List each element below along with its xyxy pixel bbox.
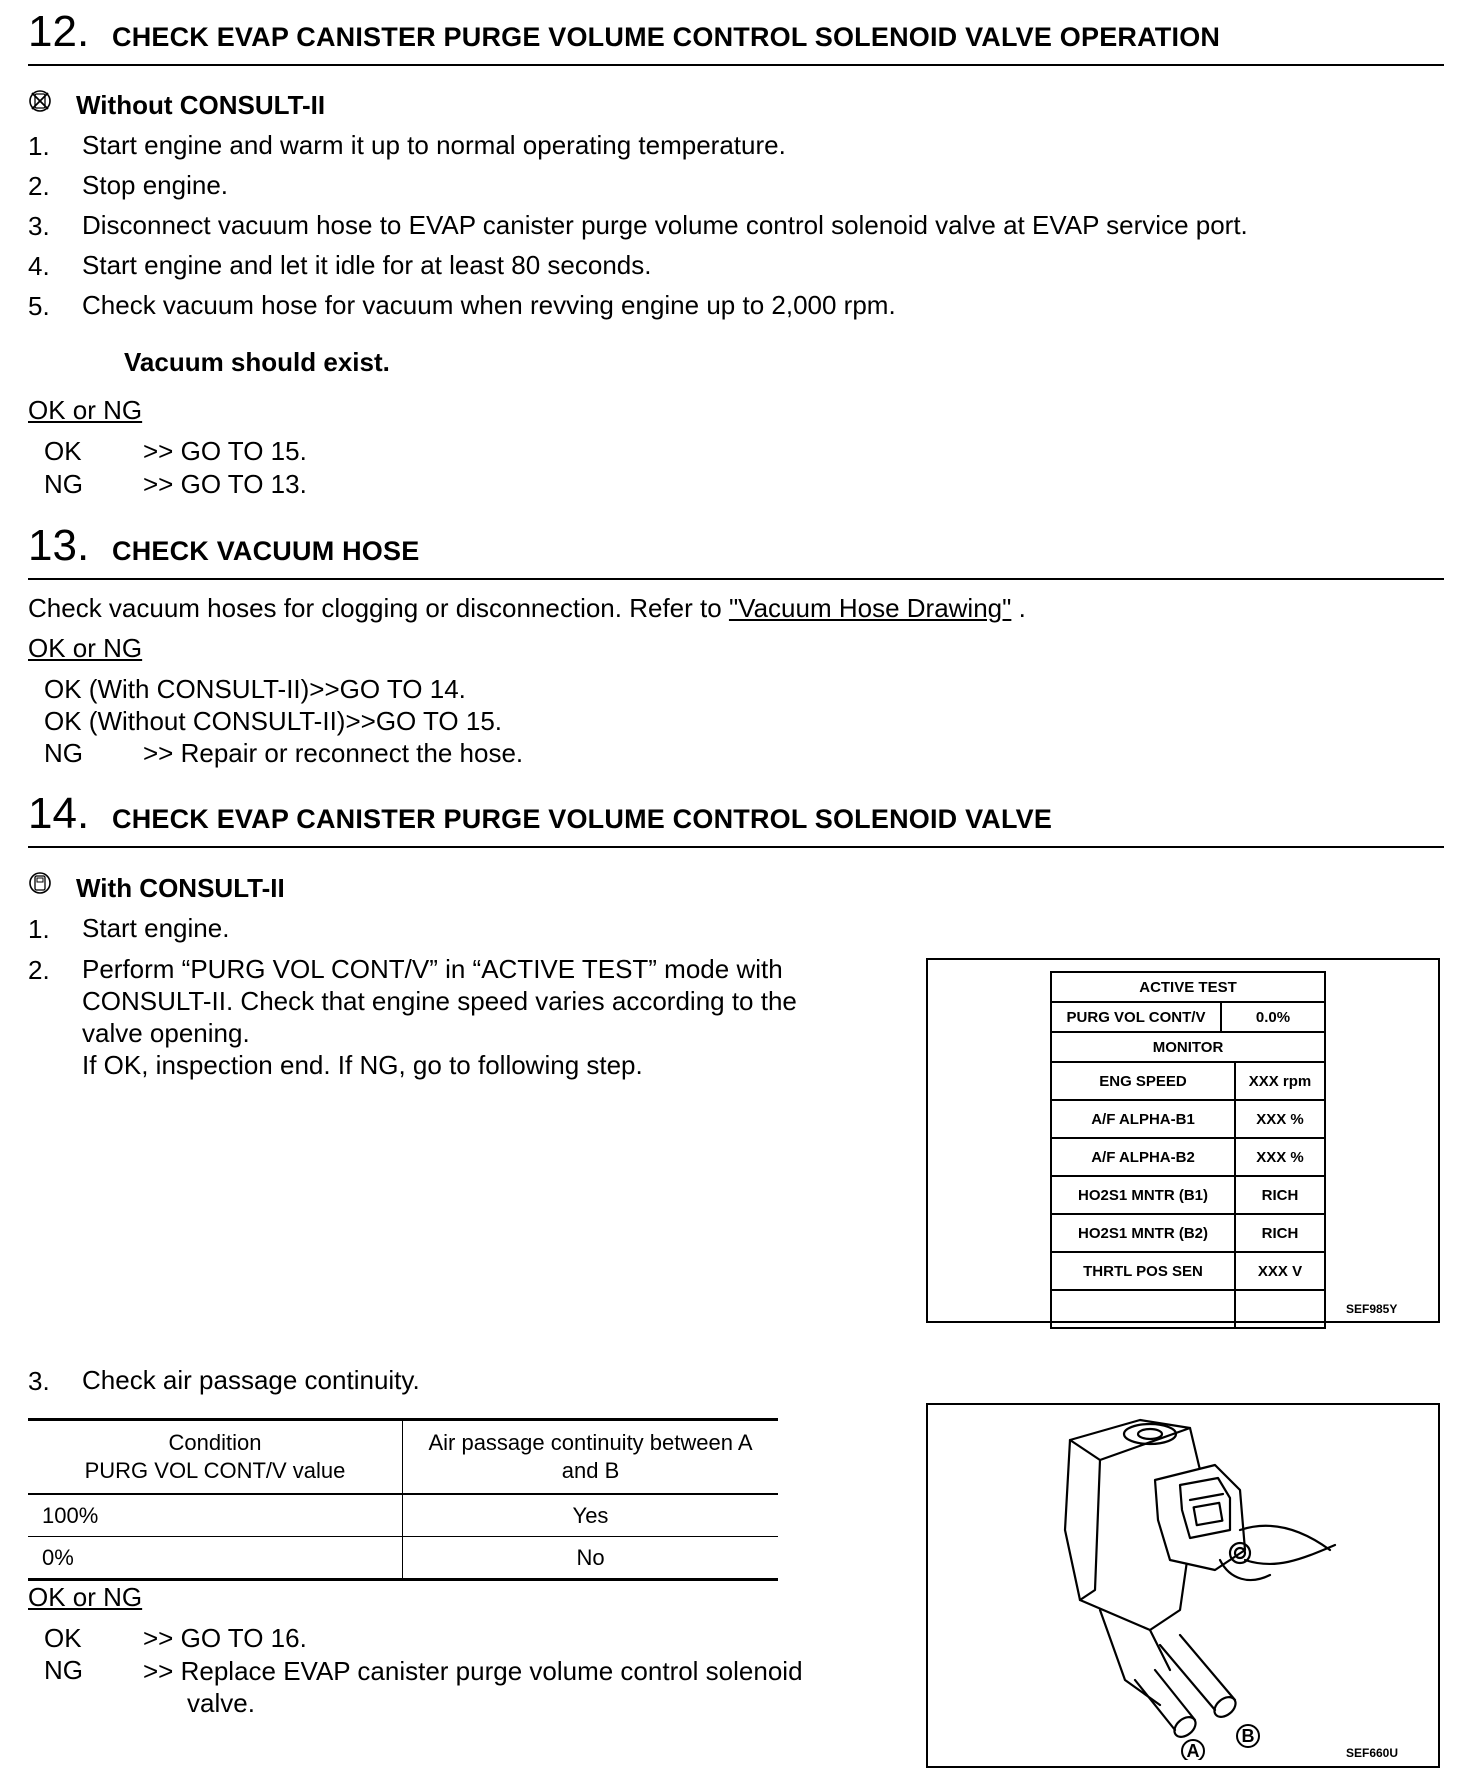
table-row [28, 1537, 778, 1580]
purg-label: PURG VOL CONT/V [1052, 1003, 1222, 1031]
step-13-text [28, 593, 1026, 623]
table-header-continuity [403, 1420, 779, 1495]
monitor-item-value: RICH [1261, 1224, 1299, 1242]
result-text: >> GO TO 13. [143, 469, 307, 499]
list-item-2 [82, 953, 908, 1081]
table-cell-result: No [403, 1537, 779, 1580]
result-key: OK [44, 1623, 82, 1653]
monitor-row [1052, 1101, 1324, 1139]
monitor-row [1052, 1177, 1324, 1215]
step-number: 14. [28, 789, 90, 838]
table-row [28, 1494, 778, 1537]
list-item-line: Perform “PURG VOL CONT/V” in “ACTIVE TEST” mode with [82, 954, 783, 984]
step-title: CHECK EVAP CANISTER PURGE VOLUME CONTROL SOLENOID VALVE OPERATION [112, 22, 1221, 52]
monitor-item-label: A/F ALPHA-B1 [1052, 1101, 1236, 1137]
list-item-line: If OK, inspection end. If NG, go to following step. [82, 1050, 643, 1080]
monitor-row [1052, 1215, 1324, 1253]
result-key: NG [44, 738, 83, 768]
port-b-label: B [1241, 1726, 1255, 1746]
list-item-line: valve opening. [82, 1018, 250, 1048]
header-line: Air passage continuity between A [428, 1430, 753, 1455]
vacuum-hose-drawing-link[interactable]: "Vacuum Hose Drawing" [728, 593, 1012, 623]
monitor-item-label: THRTL POS SEN [1052, 1253, 1236, 1289]
list-number: 3. [28, 1366, 50, 1396]
port-a-label: A [1186, 1741, 1200, 1760]
list-number: 5. [28, 291, 50, 321]
monitor-item-value: XXX V [1257, 1262, 1303, 1280]
step-14-header [28, 784, 1444, 848]
result-text: >> Repair or reconnect the hose. [143, 738, 524, 768]
solenoid-valve-illustration [1040, 1410, 1340, 1760]
result-text: >> GO TO 15. [143, 436, 307, 466]
empty-cell [1052, 1291, 1236, 1327]
figure-code: SEF985Y [1346, 1302, 1398, 1316]
purg-value: 0.0% [1255, 1008, 1291, 1026]
monitor-item-value: XXX % [1256, 1110, 1304, 1128]
monitor-row [1052, 1063, 1324, 1101]
monitor-item-label: HO2S1 MNTR (B2) [1052, 1215, 1236, 1251]
ok-ng-label: OK or NG [28, 633, 143, 663]
list-number: 1. [28, 131, 50, 161]
monitor-row-empty [1052, 1291, 1324, 1327]
list-item: Start engine and let it idle for at least 80 seconds. [82, 250, 652, 280]
result-key: OK [44, 436, 82, 466]
list-item: Disconnect vacuum hose to EVAP canister purge volume control solenoid valve at EVAP service port. [82, 210, 1248, 240]
continuity-table [28, 1418, 778, 1581]
step-number: 13. [28, 521, 90, 570]
result-text: OK (Without CONSULT-II)>>GO TO 15. [44, 706, 503, 736]
body-text-end: . [1018, 593, 1026, 623]
monitor-label: MONITOR [1152, 1038, 1224, 1056]
ok-ng-label: OK or NG [28, 1582, 143, 1612]
screen-title-row [1052, 973, 1324, 1003]
result-text: >> GO TO 16. [143, 1623, 307, 1653]
active-test-screen [1050, 971, 1326, 1329]
screen-monitor-row [1052, 1033, 1324, 1063]
monitor-item-label: HO2S1 MNTR (B1) [1052, 1177, 1236, 1213]
table-cell-value: 0% [28, 1537, 403, 1580]
result-line: valve. [187, 1688, 255, 1718]
monitor-row [1052, 1139, 1324, 1177]
step-title: CHECK EVAP CANISTER PURGE VOLUME CONTROL SOLENOID VALVE [112, 804, 1053, 834]
monitor-item-value: XXX % [1256, 1148, 1304, 1166]
monitor-item-label: A/F ALPHA-B2 [1052, 1139, 1236, 1175]
list-number: 1. [28, 914, 50, 944]
list-item: Stop engine. [82, 170, 229, 200]
screen-title: ACTIVE TEST [1139, 978, 1237, 996]
step-12-header [28, 2, 1444, 66]
list-number: 2. [28, 171, 50, 201]
result-key: NG [44, 469, 83, 499]
figure-code: SEF660U [1346, 1746, 1399, 1760]
list-number: 4. [28, 251, 50, 281]
ok-ng-label: OK or NG [28, 395, 143, 425]
mode-label: With CONSULT-II [76, 873, 285, 903]
mode-label: Without CONSULT-II [76, 90, 326, 120]
table-cell-result: Yes [403, 1494, 779, 1537]
list-item: Check air passage continuity. [82, 1365, 420, 1395]
result-text [143, 1655, 908, 1719]
step-13-header [28, 516, 1444, 580]
monitor-item-label: ENG SPEED [1052, 1063, 1236, 1099]
monitor-item-value: XXX rpm [1248, 1072, 1312, 1090]
monitor-row [1052, 1253, 1324, 1291]
step-title: CHECK VACUUM HOSE [112, 536, 420, 566]
result-text: OK (With CONSULT-II)>>GO TO 14. [44, 674, 466, 704]
result-key: NG [44, 1655, 83, 1685]
list-item-line: CONSULT-II. Check that engine speed varies according to the [82, 986, 797, 1016]
list-item: Check vacuum hose for vacuum when revving engine up to 2,000 rpm. [82, 290, 896, 320]
step-number: 12. [28, 7, 90, 56]
without-consult-icon [28, 89, 52, 113]
table-header-condition [28, 1420, 403, 1495]
list-number: 2. [28, 955, 50, 985]
list-item: Start engine. [82, 913, 230, 943]
table-header-row [28, 1420, 778, 1495]
body-text: Check vacuum hoses for clogging or disconnection. Refer to [28, 593, 722, 623]
specification: Vacuum should exist. [124, 347, 390, 377]
header-line: PURG VOL CONT/V value [84, 1458, 346, 1483]
consult-tester-icon [28, 871, 52, 895]
table-cell-value: 100% [28, 1494, 403, 1537]
list-item: Start engine and warm it up to normal operating temperature. [82, 130, 786, 160]
monitor-item-value: RICH [1261, 1186, 1299, 1204]
list-number: 3. [28, 211, 50, 241]
header-line: and B [561, 1458, 620, 1483]
header-line: Condition [168, 1430, 262, 1455]
result-line: >> Replace EVAP canister purge volume control solenoid [143, 1656, 803, 1686]
screen-purg-row [1052, 1003, 1324, 1033]
